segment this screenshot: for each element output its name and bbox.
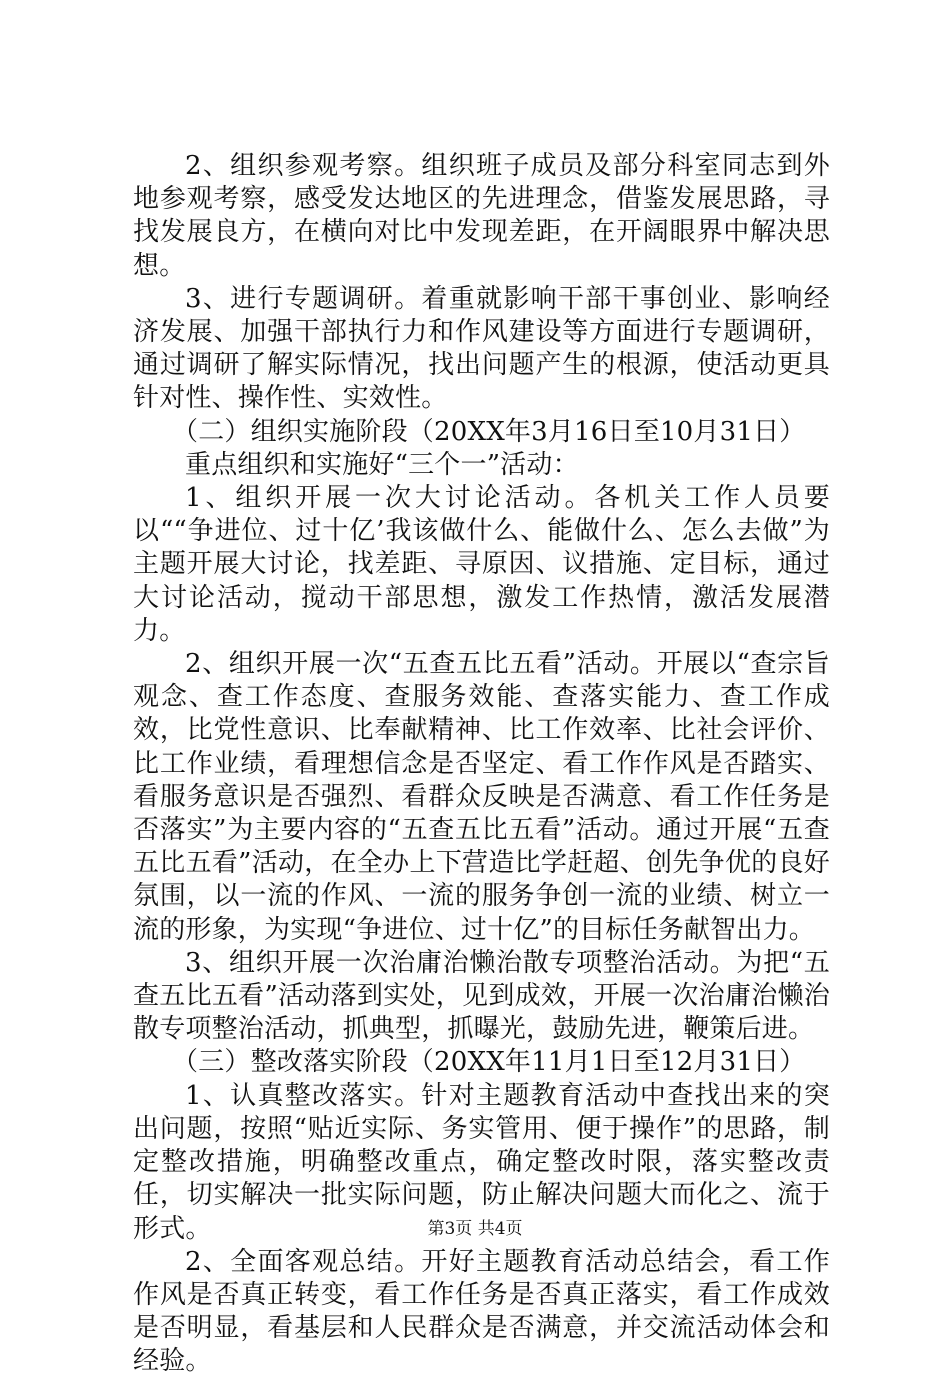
item-3-special-research: 3、进行专题调研。着重就影响干部干事创业、影响经济发展、加强干部执行力和作风建设等方面进行专题调研，通过调研了解实际情况，找出问题产生的根源，使活动更具针对性、操作性、实效性。	[133, 283, 830, 414]
document-body	[133, 150, 830, 1379]
item-1-big-discussion: 1、组织开展一次大讨论活动。各机关工作人员要以““争进位、过十亿’我该做什么、能做什么、怎么去做”为主题开展大讨论，找差距、寻原因、议措施、定目标，通过大讨论活动，搅动干部思想，激发工作热情，激活发展潜力。	[133, 483, 830, 646]
item-3-rectification-campaign: 3、组织开展一次治庸治懒治散专项整治活动。为把“五查五比五看”活动落到实处，见到成效，开展一次治庸治懒治散专项整治活动，抓典型，抓曝光，鼓励先进，鞭策后进。	[133, 947, 830, 1045]
three-ones-intro: 重点组织和实施好“三个一”活动：	[185, 449, 579, 480]
item-2-five-checks: 2、组织开展一次“五查五比五看”活动。开展以“查宗旨观念、查工作态度、查服务效能、查落实能力、查工作成效，比党性意识、比奉献精神、比工作效率、比社会评价、比工作业绩，看理想信念是否坚定、看工作作风是否踏实、看服务意识是否强烈、看群众反映是否满意、看工作任务是否落实”为主要内容的“五查五比五看”活动。通过开展“五查五比五看”活动，在全办上下营造比学赶超、创先争优的良好氛围，以一流的作风、一流的服务争创一流的业绩、树立一流的形象，为实现“争进位、过十亿”的目标任务献智出力。	[133, 649, 830, 945]
page-number-footer: 第3页 共4页	[427, 1219, 523, 1239]
item-2-summary: 2、全面客观总结。开好主题教育活动总结会，看工作作风是否真正转变，看工作任务是否真正落实，看工作成效是否明显，看基层和人民群众是否满意，并交流活动体会和经验。	[133, 1246, 830, 1377]
item-2-visit-inspection: 2、组织参观考察。组织班子成员及部分科室同志到外地参观考察，感受发达地区的先进理念，借鉴发展思路，寻找发展良方，在横向对比中发现差距，在开阔眼界中解决思想。	[133, 151, 830, 281]
section-2-implementation-heading: （二）组织实施阶段（20XX年3月16日至10月31日）	[172, 416, 806, 447]
item-1-rectify-implement: 1、认真整改落实。针对主题教育活动中查找出来的突出问题，按照“贴近实际、务实管用、便于操作”的思路，制定整改措施，明确整改重点，确定整改时限，落实整改责任，切实解决一批实际问题，防止解决问题大而化之、流于形式。	[133, 1080, 830, 1244]
section-3-rectification-heading: （三）整改落实阶段（20XX年11月1日至12月31日）	[172, 1047, 806, 1078]
